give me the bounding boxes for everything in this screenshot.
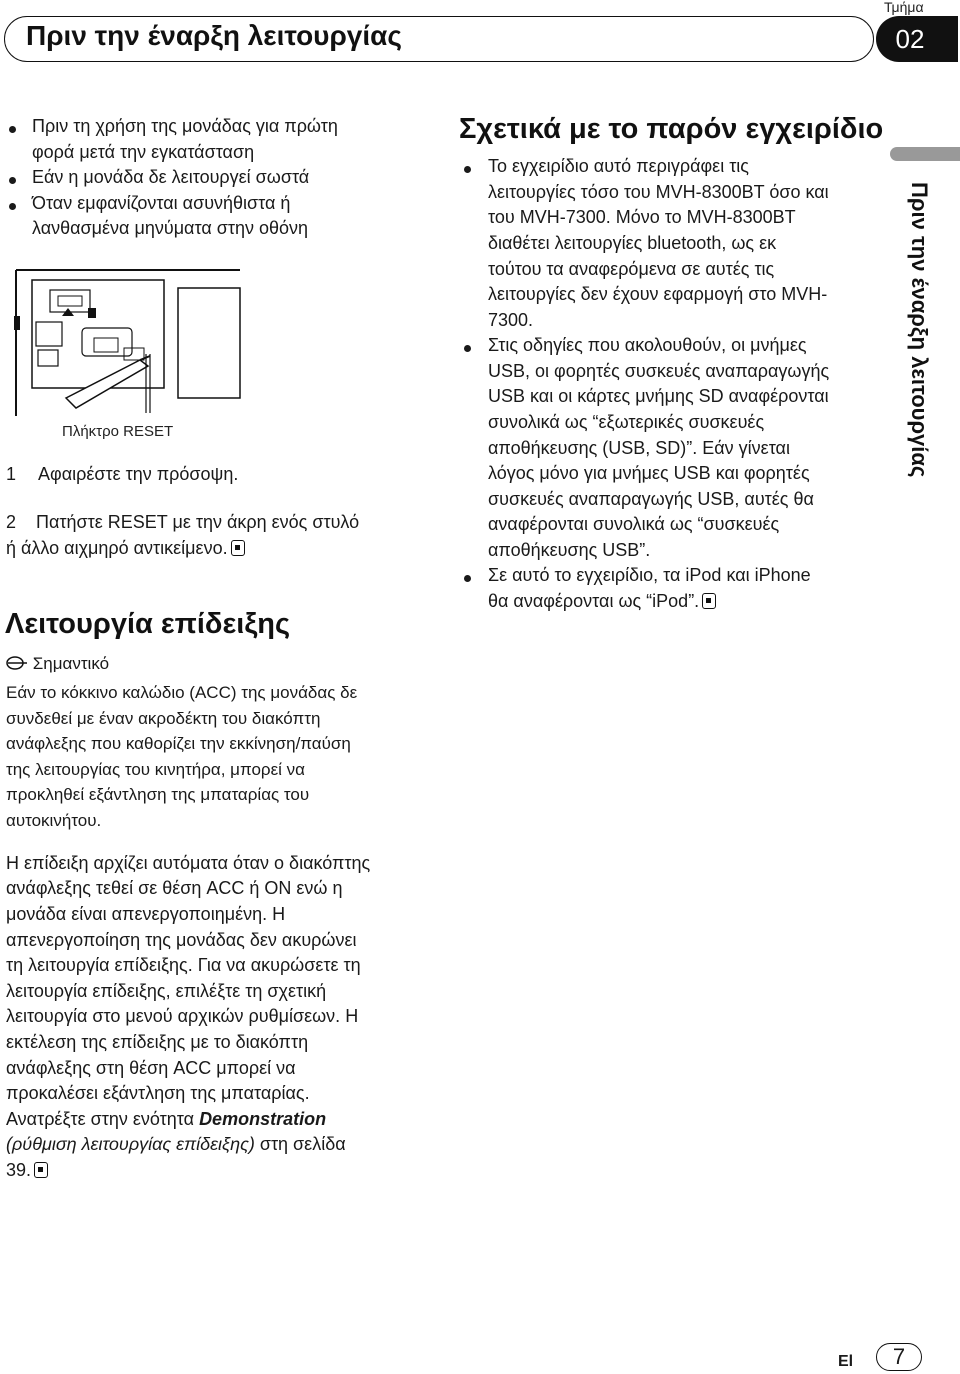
important-text-line: της λειτουργίας του κινητήρα, μπορεί να (6, 760, 305, 779)
bullet-line: αποθήκευσης (USB, SD)”. Εάν γίνεται (488, 438, 790, 458)
bullet-line: USB και οι κάρτες μνήμης SD αναφέρονται (488, 386, 829, 406)
demo-text-line: λειτουργία επίδειξης, επιλέξτε τη σχετική (6, 981, 327, 1001)
bullet-dot (464, 345, 471, 352)
bullet-line: θα αναφέρονται ως “iPod”. (488, 589, 716, 615)
important-text-line: προκληθεί εξάντληση της μπαταρίας του (6, 785, 310, 804)
step-1 (6, 462, 238, 488)
reset-case-line: Όταν εμφανίζονται ασυνήθιστα ή (32, 193, 291, 213)
end-of-section-icon (231, 540, 245, 556)
sidebar-tab (890, 147, 960, 161)
end-of-section-icon (34, 1162, 48, 1178)
bullet-line: Σε αυτό το εγχειρίδιο, τα iPod και iPhone (488, 565, 811, 585)
bullet-line: λόγος μόνο για μνήμες USB και φορητές (488, 463, 810, 483)
demo-text-line: μονάδα είναι απενεργοποιημένη. Η (6, 904, 286, 924)
important-text-line: συνδεθεί με έναν ακροδέκτη του διακόπτη (6, 709, 321, 728)
step-2 (6, 510, 359, 536)
bullet-line: τούτου τα αναφερόμενα σε αυτές τις (488, 259, 775, 279)
demo-text-line: εκτέλεση της επίδειξης με το διακόπτη (6, 1032, 309, 1052)
reference-link[interactable]: Demonstration (199, 1109, 327, 1129)
reset-case-line: Πριν τη χρήση της μονάδας για πρώτη (32, 116, 338, 136)
figure-caption: Πλήκτρο RESET (62, 423, 174, 440)
demo-reference-line: 39. (6, 1158, 48, 1184)
bullet-dot (9, 203, 16, 210)
important-text-line: αυτοκινήτου. (6, 811, 102, 830)
bullet-dot (464, 166, 471, 173)
reset-button-illustration (10, 268, 242, 418)
important-icon (6, 655, 28, 671)
reference-link[interactable]: (ρύθμιση λειτουργίας επίδειξης) (6, 1134, 255, 1154)
important-text-line: ανάφλεξης που καθορίζει την εκκίνηση/παύση (6, 734, 351, 753)
bullet-line: αποθήκευσης USB”. (488, 540, 651, 560)
bullet-line: αναφέρονται συνολικά ως “συσκευές (488, 514, 780, 534)
demo-text-line: ανάφλεξης στη θέση ACC μπορεί να (6, 1058, 296, 1078)
step-text: Πατήστε RESET με την άκρη ενός στυλό (36, 512, 360, 532)
bullet-line: Το εγχειρίδιο αυτό περιγράφει τις (488, 156, 749, 176)
demo-text-line: τη λειτουργία επίδειξης. Για να ακυρώσετε τη (6, 955, 361, 975)
bullet-line: διαθέτει λειτουργίες bluetooth, ως εκ (488, 233, 777, 253)
important-label-row: Σημαντικό (6, 654, 109, 674)
bullet-line: του MVH-7300. Μόνο το MVH-8300BT (488, 207, 796, 227)
reset-case-line: φορά μετά την εγκατάσταση (32, 142, 255, 162)
bullet-line: Στις οδηγίες που ακολουθούν, οι μνήμες (488, 335, 807, 355)
bullet-line: USB, οι φορητές συσκευές αναπαραγωγής (488, 361, 830, 381)
bullet-dot (9, 126, 16, 133)
bullet-dot (464, 575, 471, 582)
bullet-line: συνολικά ως “εξωτερικές συσκευές (488, 412, 765, 432)
step-number: 1 (6, 464, 17, 484)
language-code: El (838, 1353, 854, 1370)
demo-text-line: απενεργοποίηση της μονάδας δεν ακυρώνει (6, 930, 357, 950)
demo-heading: Λειτουργία επίδειξης (5, 608, 291, 640)
manual-heading: Σχετικά με το παρόν εγχειρίδιο (459, 113, 884, 145)
demo-text-line: λειτουργία στο μενού αρχικών ρυθμίσεων. Η (6, 1006, 359, 1026)
section-label: Τμήμα (884, 0, 924, 15)
step-2-line2: ή άλλο αιχμηρό αντικείμενο. (6, 536, 245, 562)
demo-reference-line: Ανατρέξτε στην ενότητα Demonstration (6, 1109, 327, 1129)
bullet-line: συσκευές αναπαραγωγής USB, αυτές θα (488, 489, 814, 509)
step-text: Αφαιρέστε την πρόσοψη. (38, 464, 239, 484)
page-title: Πριν την έναρξη λειτουργίας (26, 20, 402, 51)
page-number: 7 (892, 1344, 906, 1369)
demo-text-line: ανάφλεξης τεθεί σε θέση ACC ή ON ενώ η (6, 878, 343, 898)
demo-text-line: Η επίδειξη αρχίζει αυτόματα όταν ο διακόπτης (6, 853, 371, 873)
demo-text-line: προκαλέσει εξάντληση της μπαταρίας. (6, 1083, 310, 1103)
demo-reference-line: (ρύθμιση λειτουργίας επίδειξης) στη σελίδα (6, 1134, 346, 1154)
reset-case-line: λανθασμένα μηνύματα στην οθόνη (32, 218, 309, 238)
bullet-line: λειτουργίες δεν έχουν εφαρμογή στο MVH- (488, 284, 828, 304)
sidebar-chapter-title: Πριν την έναρξη λειτουργίας (907, 182, 932, 478)
section-number: 02 (895, 24, 925, 54)
important-text-line: Εάν το κόκκινο καλώδιο (ACC) της μονάδας δε (6, 683, 358, 702)
bullet-line: 7300. (488, 310, 534, 330)
reset-case-line: Εάν η μονάδα δε λειτουργεί σωστά (32, 167, 310, 187)
end-of-section-icon (702, 593, 716, 609)
bullet-line: λειτουργίες τόσο του MVH-8300BT όσο και (488, 182, 829, 202)
bullet-dot (9, 177, 16, 184)
step-number: 2 (6, 512, 17, 532)
